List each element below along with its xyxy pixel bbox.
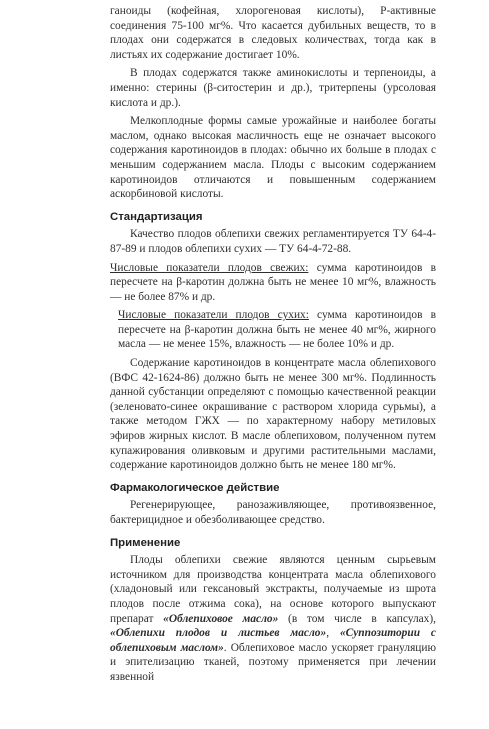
application-text-a: Плоды облепихи свежие являются ценным сырьевым источником для производства концентрата масла облепихового (хладоновый или гексановый экстракты, получаемые из шрота плодов после отжима сока), на основе которого выпускают препарат <box>110 554 436 625</box>
paragraph-terpenoids: В плодах содержатся также аминокислоты и терпеноиды, а именно: стерины (β-ситостерин и др.), тритерпены (урсоловая кислота и др.). <box>110 67 436 109</box>
dry-indicators-label: Числовые показатели плодов сухих: <box>118 309 309 322</box>
paragraph-dry-indicators <box>110 308 436 352</box>
dry-indicators-text: сумма каротиноидов в пересчете на β-каротин должна быть не менее 40 мг%, жирного масла — не менее 15%, влажность — не более 10% и др. <box>118 309 436 351</box>
paragraph-carotenoid-concentrate: Содержание каротиноидов в концентрате масла облепихового (ВФС 42-1624-86) должно быть не менее 300 мг%. Подлинность данной субстанции определяют с помощью качественной реакции (зеленовато-синее окрашивание с раствором хлорида сурьмы), а также методом ГЖХ — по характерному набору метиловых эфиров жирных кислот. В масле облепиховом, полученном путем купажирования оливковым и другими растительными маслами, содержание каротиноидов должно быть не менее 180 мг%. <box>110 357 436 472</box>
fresh-indicators-label: Числовые показатели плодов свежих: <box>110 261 309 274</box>
document-page <box>110 4 436 689</box>
paragraph-fresh-indicators <box>110 261 436 305</box>
preparation-name-2: «Облепихи плодов и листьев масло» <box>110 627 327 640</box>
fresh-indicators-text: сумма каротиноидов в пересчете на β-каротин должна быть не менее 10 мг%, влажность — не более 87% и др. <box>110 261 436 303</box>
paragraph-quality-standards: Качество плодов облепихи свежих регламентируется ТУ 64-4-87-89 и плодов облепихи сухих — ТУ 64-4-72-88. <box>110 228 436 255</box>
heading-application: Применение <box>110 536 181 549</box>
paragraph-application <box>110 553 436 684</box>
paragraph-phenolics: ганоиды (кофейная, хлорогеновая кислоты), Р-активные соединения 75-100 мг%. Что касается дубильных веществ, то в плодах они содержатся в следовых количествах, тогда как в листьях их содержание достигает 10%. <box>110 5 436 61</box>
application-text-c: , <box>326 627 340 640</box>
application-text-d: . Облепиховое масло ускоряет грануляцию и эпителизацию тканей, поэтому применяется при лечении язвенной <box>110 641 437 683</box>
preparation-name-3: «Суппозитории с облепиховым маслом» <box>110 627 436 654</box>
paragraph-fruit-forms: Мелкоплодные формы самые урожайные и наиболее богаты маслом, однако высокая масличность еще не означает высокого содержания каротиноидов в плодах: обычно их больше в плодах с меньшим содержанием масла. Плоды с высоким содержанием каротиноидов отличаются и повышенным содержанием аскорбиновой кислоты. <box>110 115 436 201</box>
heading-standardization: Стандартизация <box>110 210 203 223</box>
heading-pharmacology: Фармакологическое действие <box>110 481 280 494</box>
preparation-name-1: «Облепиховое масло» <box>163 612 279 625</box>
paragraph-pharmacology: Регенерирующее, ранозаживляющее, противоязвенное, бактерицидное и обезболивающее средство. <box>110 499 436 526</box>
application-text-b: (в том числе в капсулах), <box>278 612 437 625</box>
